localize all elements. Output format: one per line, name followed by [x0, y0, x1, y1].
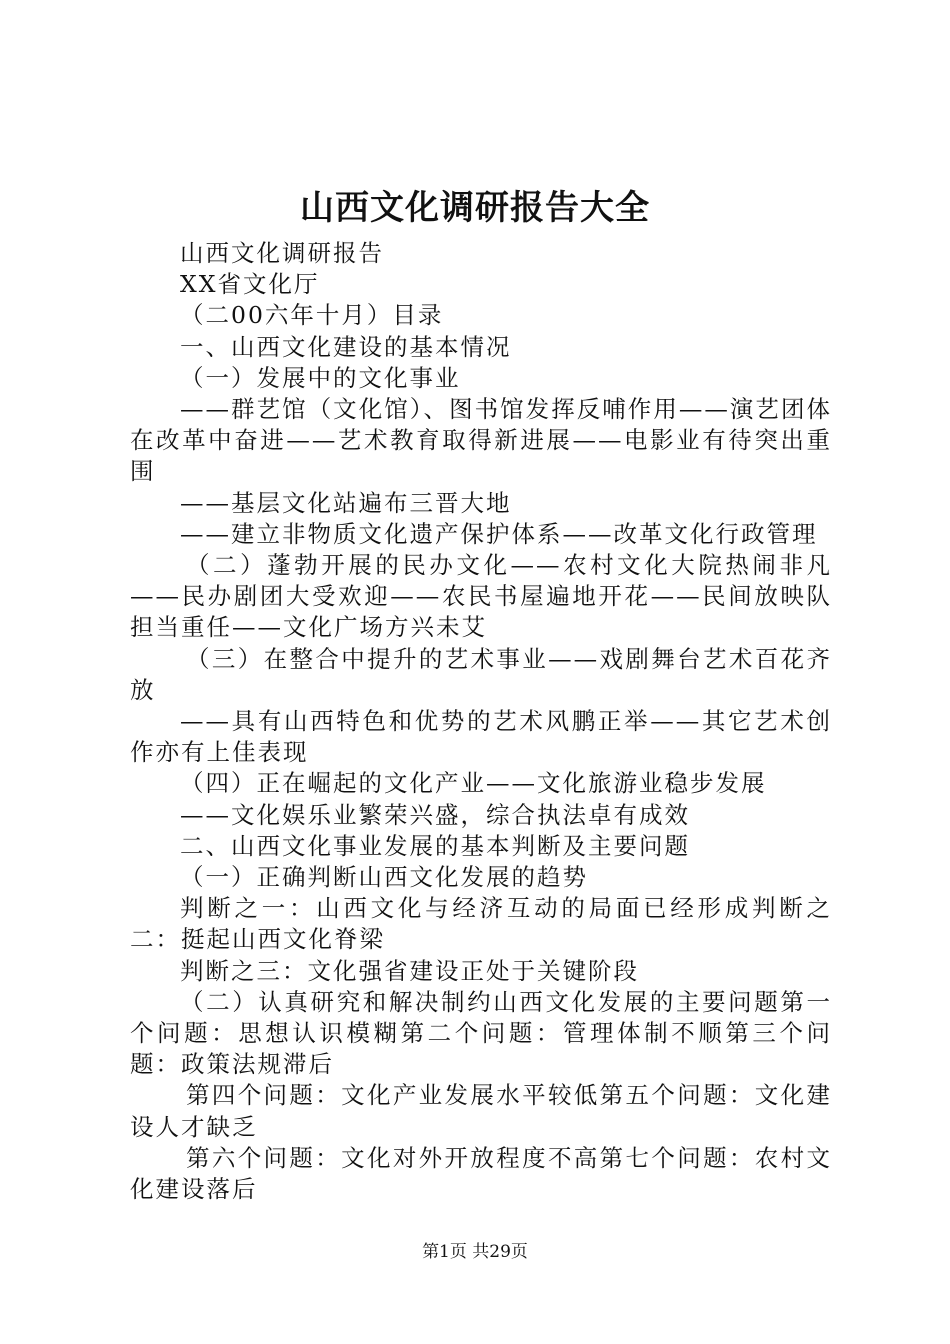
paragraph-section-1-2: （二）蓬勃开展的民办文化——农村文化大院热闹非凡——民办剧团大受欢迎——农民书屋遍地开花——民间放映队担当重任——文化广场方兴未艾 — [130, 551, 832, 642]
paragraph-section-1-1-detail-b: ——基层文化站遍布三晋大地 — [180, 488, 512, 517]
paragraph-section-1: 一、山西文化建设的基本情况 — [180, 332, 512, 361]
paragraph-judgement-3: 判断之三：文化强省建设正处于关键阶段 — [180, 956, 639, 985]
paragraph-section-1-1-detail-c: ——建立非物质文化遗产保护体系——改革文化行政管理 — [180, 519, 818, 548]
paragraph-section-1-1-detail-a: ——群艺馆（文化馆）、图书馆发挥反哺作用——演艺团体在改革中奋进——艺术教育取得新进展——电影业有待突出重围 — [130, 395, 832, 486]
paragraph-section-1-3-detail: ——具有山西特色和优势的艺术风鹏正举——其它艺术创作亦有上佳表现 — [130, 707, 832, 767]
document-title: 山西文化调研报告大全 — [300, 188, 650, 228]
paragraph-section-1-4-detail: ——文化娱乐业繁荣兴盛，综合执法卓有成效 — [180, 800, 690, 829]
paragraph-problems-4-5: 第四个问题：文化产业发展水平较低第五个问题：文化建设人才缺乏 — [130, 1081, 832, 1141]
paragraph-section-2: 二、山西文化事业发展的基本判断及主要问题 — [180, 831, 690, 860]
paragraph-judgement-1-2: 判断之一：山西文化与经济互动的局面已经形成判断之二：挺起山西文化脊梁 — [130, 894, 832, 954]
paragraph-section-1-3: （三）在整合中提升的艺术事业——戏剧舞台艺术百花齐放 — [130, 644, 832, 704]
paragraph-section-2-2: （二）认真研究和解决制约山西文化发展的主要问题第一个问题：思想认识模糊第二个问题：管理体制不顺第三个问题：政策法规滞后 — [130, 987, 832, 1079]
paragraph-report-name: 山西文化调研报告 — [180, 239, 384, 267]
page-number: 第1页 共29页 — [422, 1242, 528, 1262]
paragraph-date-contents: （二00六年十月）目录 — [180, 301, 444, 330]
paragraph-problems-6-7: 第六个问题：文化对外开放程度不高第七个问题：农村文化建设落后 — [130, 1143, 832, 1204]
paragraph-author: XX省文化厅 — [180, 270, 320, 299]
paragraph-section-2-1: （一）正确判断山西文化发展的趋势 — [180, 863, 588, 892]
paragraph-section-1-4: （四）正在崛起的文化产业——文化旅游业稳步发展 — [180, 769, 767, 798]
document-body — [130, 238, 832, 1205]
paragraph-section-1-1: （一）发展中的文化事业 — [180, 363, 461, 392]
